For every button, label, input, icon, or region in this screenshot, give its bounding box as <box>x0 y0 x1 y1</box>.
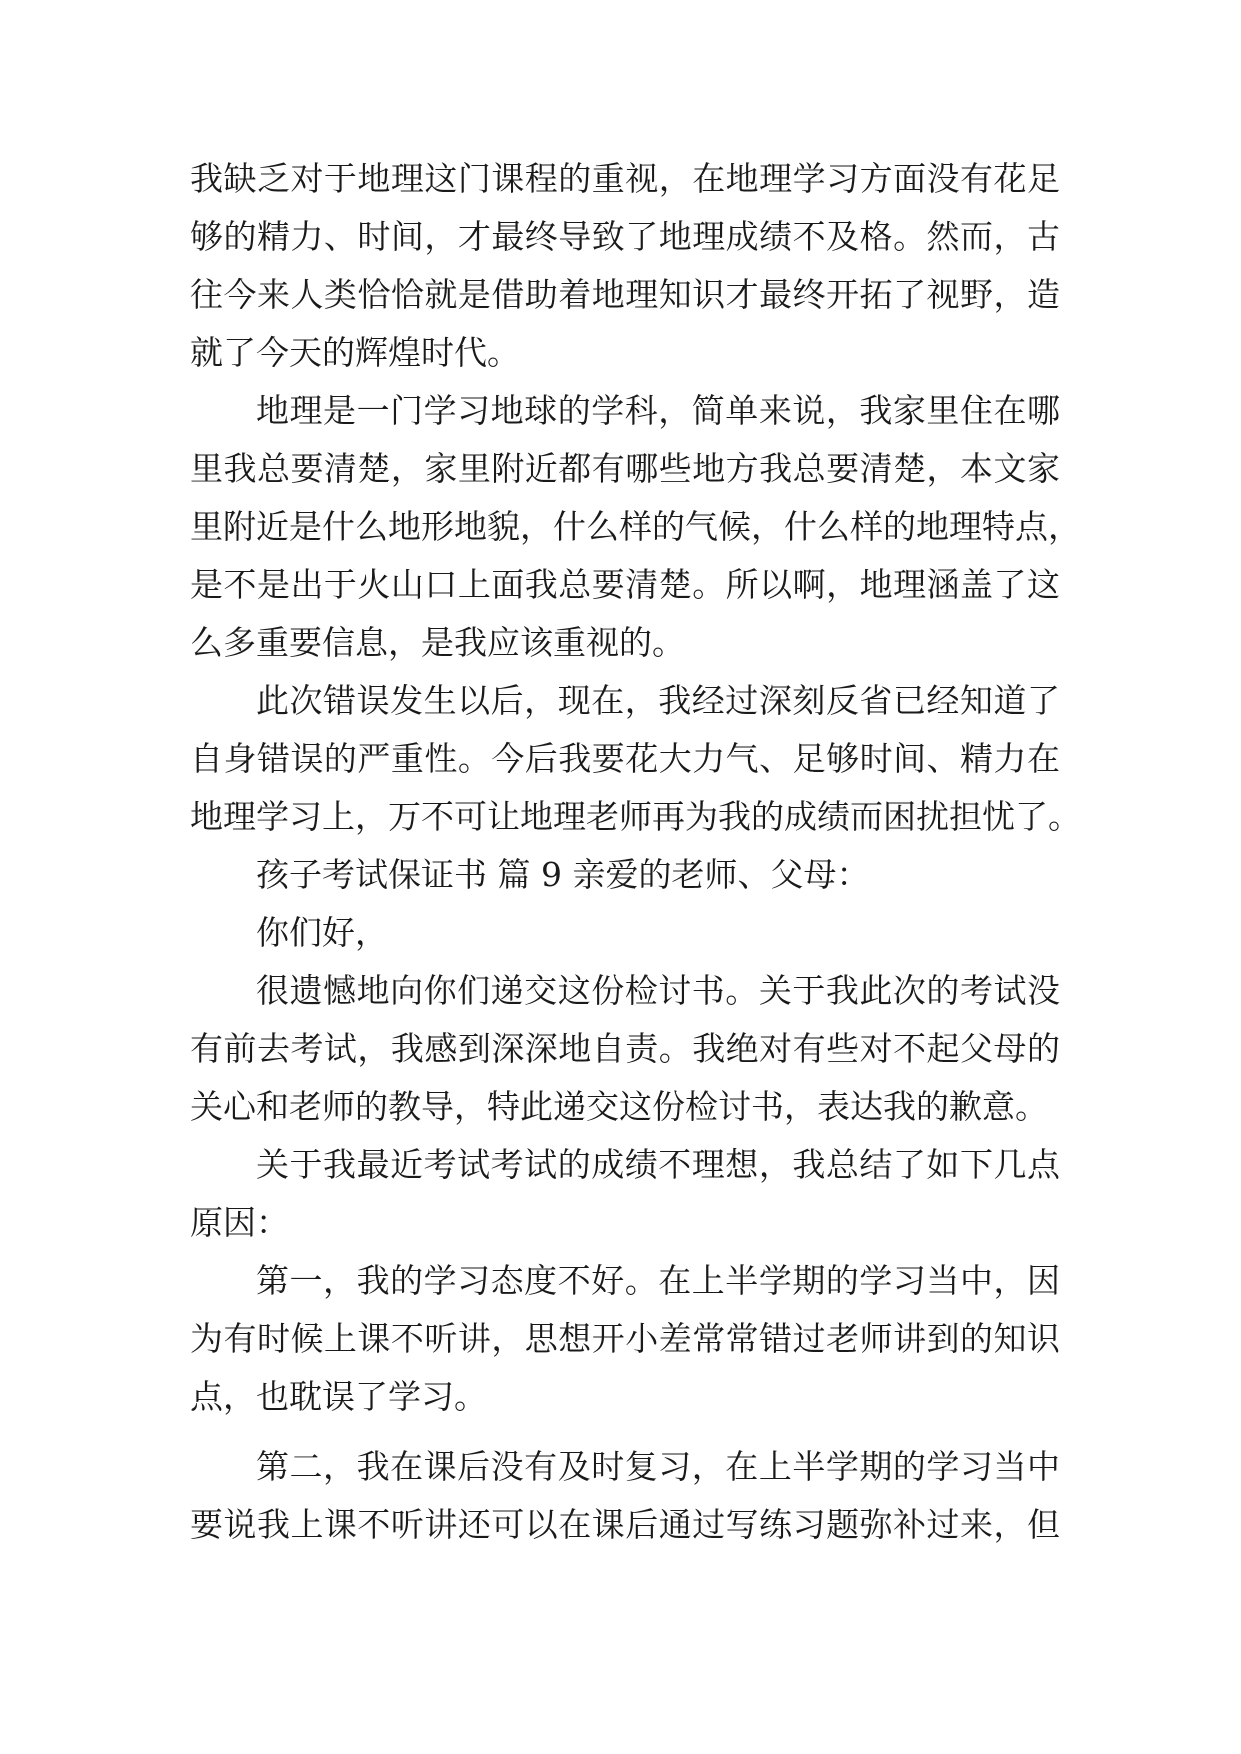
paragraph-3 <box>190 672 1081 846</box>
text-line: 原因： <box>190 1203 289 1242</box>
document-body <box>190 150 1081 1554</box>
paragraph-spacer <box>190 1426 1060 1438</box>
paragraph-9 <box>190 1438 1060 1554</box>
text-line: 很遗憾地向你们递交这份检讨书。关于我此次的考试没 <box>256 971 1060 1010</box>
text-line: 里我总要清楚，家里附近都有哪些地方我总要清楚，本文家 <box>190 449 1060 488</box>
text-line: 往今来人类恰恰就是借助着地理知识才最终开拓了视野，造 <box>190 275 1060 314</box>
paragraph-heading <box>190 846 1060 904</box>
text-line: 第二，我在课后没有及时复习，在上半学期的学习当中 <box>256 1447 1060 1486</box>
text-line: 自身错误的严重性。今后我要花大力气、足够时间、精力在 <box>190 739 1060 778</box>
text-line: 第一，我的学习态度不好。在上半学期的学习当中，因 <box>256 1261 1060 1300</box>
text-line: 点，也耽误了学习。 <box>190 1377 487 1416</box>
text-line: 要说我上课不听讲还可以在课后通过写练习题弥补过来，但 <box>190 1505 1060 1544</box>
paragraph-8 <box>190 1252 1060 1426</box>
text-line: 关于我最近考试考试的成绩不理想，我总结了如下几点 <box>256 1145 1060 1184</box>
paragraph-2 <box>190 382 1081 672</box>
text-line: 地理是一门学习地球的学科，简单来说，我家里住在哪 <box>256 391 1060 430</box>
paragraph-6 <box>190 962 1060 1136</box>
text-line: 此次错误发生以后，现在，我经过深刻反省已经知道了 <box>256 681 1060 720</box>
text-line: 有前去考试，我感到深深地自责。我绝对有些对不起父母的 <box>190 1029 1060 1068</box>
greeting-line: 你们好， <box>256 913 388 952</box>
text-line: 关心和老师的教导，特此递交这份检讨书，表达我的歉意。 <box>190 1087 1048 1126</box>
text-line: 里附近是什么地形地貌，什么样的气候，什么样的地理特点， <box>190 507 1081 546</box>
text-line: 么多重要信息，是我应该重视的。 <box>190 623 685 662</box>
text-line: 够的精力、时间，才最终导致了地理成绩不及格。然而，古 <box>190 217 1060 256</box>
text-line: 我缺乏对于地理这门课程的重视，在地理学习方面没有花足 <box>190 159 1060 198</box>
text-line: 就了今天的辉煌时代。 <box>190 333 520 372</box>
text-line: 地理学习上，万不可让地理老师再为我的成绩而困扰担忧了。 <box>190 797 1081 836</box>
text-line: 是不是出于火山口上面我总要清楚。所以啊，地理涵盖了这 <box>190 565 1060 604</box>
paragraph-1 <box>190 150 1060 382</box>
paragraph-greeting <box>190 904 1060 962</box>
paragraph-7 <box>190 1136 1060 1252</box>
section-heading: 孩子考试保证书 篇 9 亲爱的老师、父母： <box>256 855 870 894</box>
text-line: 为有时候上课不听讲，思想开小差常常错过老师讲到的知识 <box>190 1319 1060 1358</box>
